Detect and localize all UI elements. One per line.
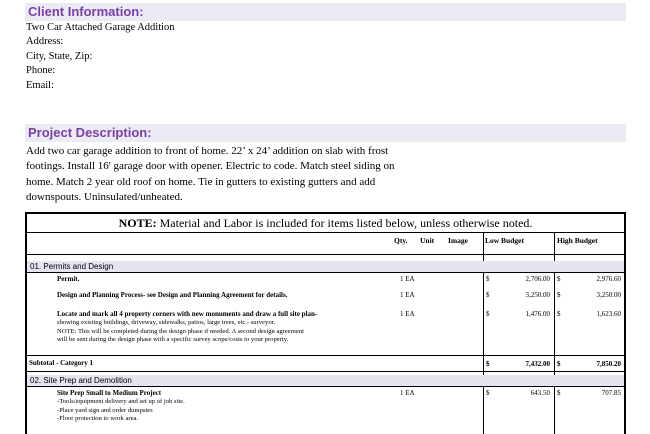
item-qty: 1 EA bbox=[400, 310, 415, 318]
project-description-text bbox=[26, 144, 466, 206]
client-line: Phone: bbox=[26, 65, 56, 77]
header-qty: Qty. bbox=[394, 236, 408, 245]
category-row: 02. Site Prep and Demolition bbox=[27, 375, 624, 386]
currency-symbol: $ bbox=[486, 310, 490, 318]
item-qty: 1 EA bbox=[400, 389, 415, 397]
header-unit: Unit bbox=[420, 236, 435, 245]
currency-symbol: $ bbox=[486, 389, 490, 397]
item-description-line: -Floor protection to work area. bbox=[57, 415, 139, 423]
row-rule bbox=[27, 371, 624, 372]
client-info-lines bbox=[26, 21, 175, 93]
description-line: downspouts. Uninsulated/unheated. bbox=[26, 191, 183, 204]
high-amount: 1,623.60 bbox=[596, 310, 621, 318]
currency-symbol: $ bbox=[486, 291, 490, 299]
subtotal-label: Subtotal - Category 1 bbox=[29, 359, 93, 367]
note-text: Material and Labor is included for items listed below, unless otherwise noted. bbox=[156, 216, 533, 230]
item-description bbox=[57, 398, 185, 424]
description-line: home. Match 2 year old roof on home. Tie in gutters to existing gutters and add bbox=[26, 175, 376, 188]
description-line: Add two car garage addition to front of home. 22’ x 24’ addition on slab with frost bbox=[26, 145, 389, 157]
header-high-budget: High Budget bbox=[557, 236, 598, 245]
subtotal-low: 7,432.00 bbox=[525, 360, 550, 368]
high-amount: 3,250.00 bbox=[596, 291, 621, 299]
note-label: NOTE: bbox=[118, 216, 157, 230]
item-description-line: NOTE: This will be completed during the design phase if needed. A second design agreement bbox=[57, 327, 304, 335]
row-rule bbox=[27, 355, 624, 356]
item-qty: 1 EA bbox=[400, 275, 415, 283]
estimate-table bbox=[25, 212, 626, 434]
low-amount: 3,250.00 bbox=[525, 291, 550, 299]
low-amount: 1,476.00 bbox=[525, 310, 550, 318]
item-description-line: -Place yard sign and order dumpster. bbox=[57, 406, 154, 414]
item-qty: 1 EA bbox=[400, 291, 415, 299]
currency-symbol: $ bbox=[557, 389, 561, 397]
currency-symbol: $ bbox=[557, 360, 561, 368]
item-title: Site Prep Small to Medium Project bbox=[57, 389, 162, 397]
header-low-budget: Low Budget bbox=[485, 236, 524, 245]
item-description bbox=[57, 319, 304, 345]
low-amount: 2,706.00 bbox=[525, 275, 550, 283]
high-amount: 2,976.60 bbox=[596, 275, 621, 283]
category-row: 01. Permits and Design bbox=[27, 261, 624, 272]
project-description-heading: Project Description: bbox=[25, 124, 626, 142]
currency-symbol: $ bbox=[557, 310, 561, 318]
item-description-line: will be sent during the design phase with a specific survey scope/costs to your property. bbox=[57, 336, 289, 344]
client-line: City, State, Zip: bbox=[26, 50, 93, 62]
client-line: Address: bbox=[26, 36, 64, 48]
currency-symbol: $ bbox=[557, 291, 561, 299]
currency-symbol: $ bbox=[486, 275, 490, 283]
row-rule bbox=[27, 386, 624, 387]
description-line: footings. Install 16' garage door with opener. Electric to code. Match steel siding on bbox=[26, 160, 395, 173]
item-description-line: -Tools/equipment delivery and set up of job site. bbox=[57, 398, 185, 405]
item-description-line: showing existing buildings, driveway, sidewalks, patios, large trees, etc.- surveyor. bbox=[57, 319, 276, 326]
client-line: Two Car Attached Garage Addition bbox=[26, 22, 175, 33]
client-info-heading: Client Information: bbox=[25, 3, 626, 21]
item-title: Permit. bbox=[57, 275, 80, 283]
subtotal-high: 7,850.20 bbox=[596, 360, 621, 368]
table-note bbox=[27, 214, 624, 233]
currency-symbol: $ bbox=[486, 360, 490, 368]
low-amount: 643.50 bbox=[530, 389, 550, 397]
header-image: Image bbox=[448, 236, 468, 245]
row-rule bbox=[27, 272, 624, 273]
high-amount: 707.85 bbox=[601, 389, 621, 397]
header-rule bbox=[27, 254, 624, 255]
currency-symbol: $ bbox=[557, 275, 561, 283]
item-title: Locate and mark all 4 property corners with new monuments and draw a full site plan- bbox=[57, 310, 318, 318]
item-title: Design and Planning Process- see Design and Planning Agreement for details. bbox=[57, 291, 288, 299]
client-line: Email: bbox=[26, 79, 54, 91]
